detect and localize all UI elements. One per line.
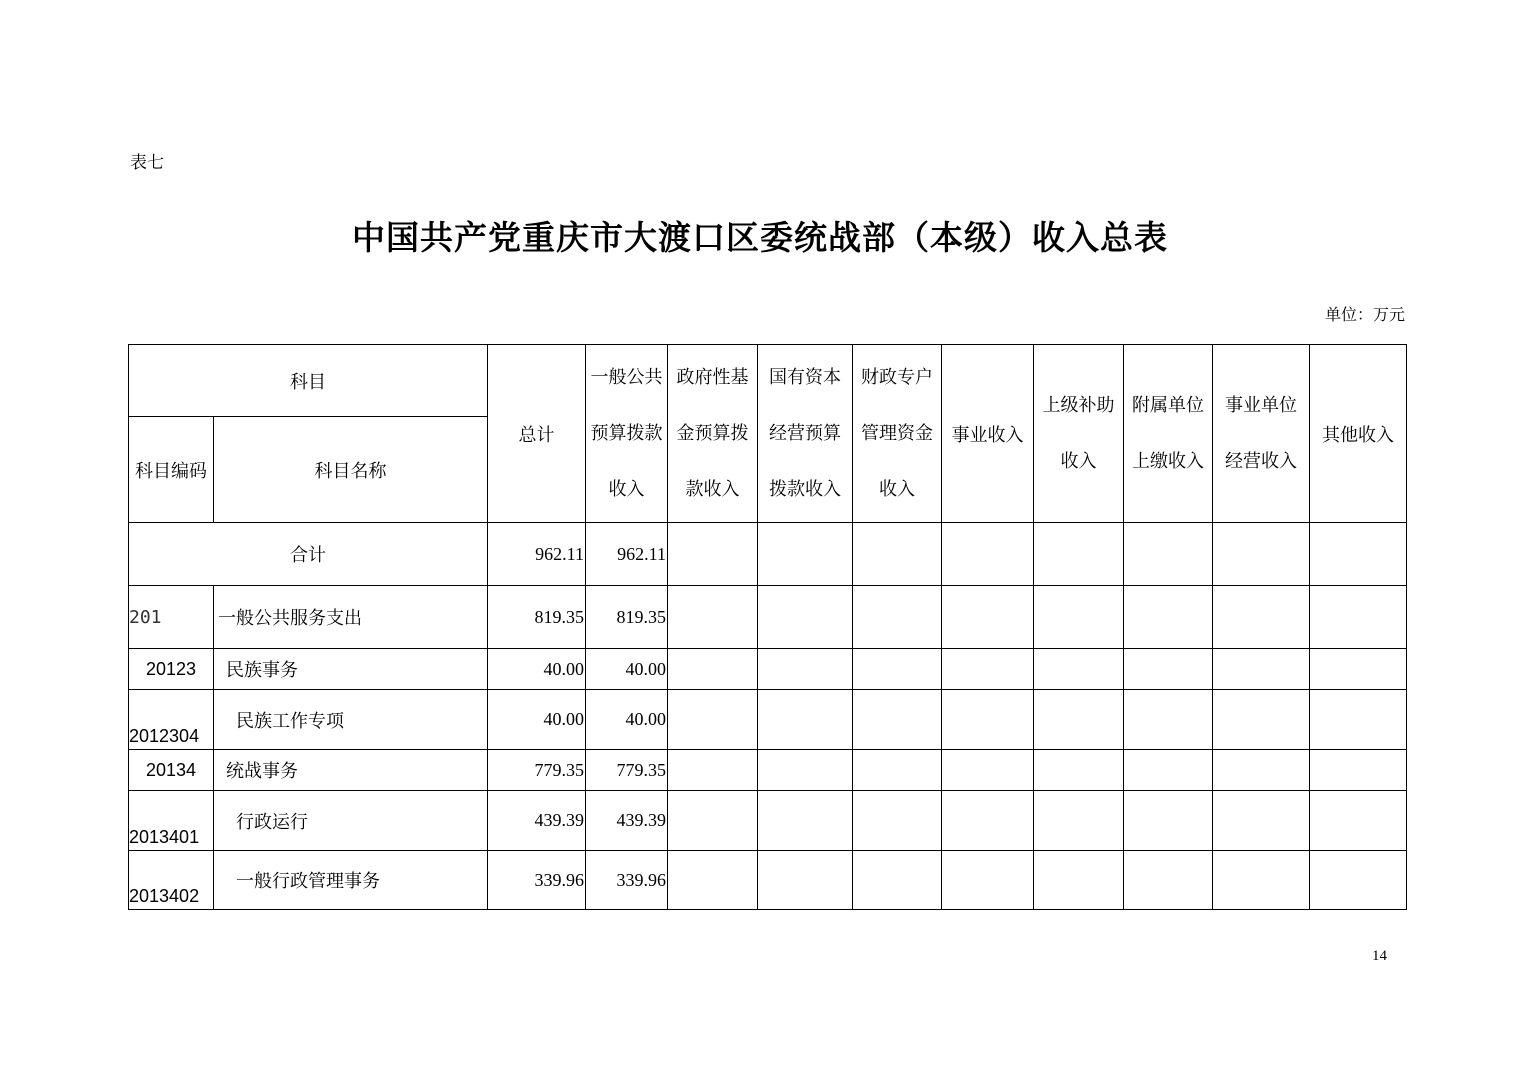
total-row bbox=[129, 523, 1407, 586]
row-total: 439.39 bbox=[488, 791, 586, 851]
subject-name: 行政运行 bbox=[214, 791, 488, 851]
header-subject: 科目 bbox=[129, 345, 488, 417]
header-state-capital: 国有资本 经营预算 拨款收入 bbox=[758, 345, 853, 523]
income-summary-table bbox=[128, 344, 1407, 910]
table-row bbox=[129, 791, 1407, 851]
total-label: 合计 bbox=[129, 523, 488, 586]
header-affiliated-unit: 附属单位 上缴收入 bbox=[1124, 345, 1213, 523]
table-row bbox=[129, 851, 1407, 910]
header-other-income: 其他收入 bbox=[1310, 345, 1407, 523]
table-row bbox=[129, 649, 1407, 690]
unit-label: 单位：万元 bbox=[1324, 305, 1405, 324]
row-total: 40.00 bbox=[488, 649, 586, 690]
header-subject-name: 科目名称 bbox=[214, 417, 488, 523]
subject-name: 一般公共服务支出 bbox=[214, 586, 488, 649]
header-row-1 bbox=[129, 345, 1407, 417]
row-general-budget: 339.96 bbox=[586, 851, 668, 910]
subject-name: 一般行政管理事务 bbox=[214, 851, 488, 910]
subject-code: 20123 bbox=[129, 649, 214, 690]
subject-name: 统战事务 bbox=[214, 750, 488, 791]
header-general-budget: 一般公共 预算拨款 收入 bbox=[586, 345, 668, 523]
row-general-budget: 40.00 bbox=[586, 649, 668, 690]
header-subject-code: 科目编码 bbox=[129, 417, 214, 523]
page-number: 14 bbox=[1372, 948, 1387, 964]
total-amount: 962.11 bbox=[488, 523, 586, 586]
subject-name: 民族工作专项 bbox=[214, 690, 488, 750]
subject-code: 2013402 bbox=[129, 851, 214, 910]
subject-code: 2012304 bbox=[129, 690, 214, 750]
total-general-budget: 962.11 bbox=[586, 523, 668, 586]
document-title: 中国共产党重庆市大渡口区委统战部（本级）收入总表 bbox=[352, 218, 1168, 257]
row-total: 339.96 bbox=[488, 851, 586, 910]
header-business-unit: 事业单位 经营收入 bbox=[1213, 345, 1310, 523]
subject-code: 20134 bbox=[129, 750, 214, 791]
header-gov-fund: 政府性基 金预算拨 款收入 bbox=[668, 345, 758, 523]
row-general-budget: 779.35 bbox=[586, 750, 668, 791]
table-label: 表七 bbox=[130, 153, 164, 173]
row-total: 779.35 bbox=[488, 750, 586, 791]
row-general-budget: 40.00 bbox=[586, 690, 668, 750]
subject-name: 民族事务 bbox=[214, 649, 488, 690]
header-fiscal-special: 财政专户 管理资金 收入 bbox=[853, 345, 942, 523]
table-row bbox=[129, 750, 1407, 791]
row-general-budget: 439.39 bbox=[586, 791, 668, 851]
row-total: 40.00 bbox=[488, 690, 586, 750]
subject-code: 201 bbox=[129, 586, 214, 649]
table-row bbox=[129, 690, 1407, 750]
subject-code: 2013401 bbox=[129, 791, 214, 851]
row-total: 819.35 bbox=[488, 586, 586, 649]
header-business-income: 事业收入 bbox=[942, 345, 1034, 523]
header-superior-subsidy: 上级补助 收入 bbox=[1034, 345, 1124, 523]
table-row bbox=[129, 586, 1407, 649]
row-general-budget: 819.35 bbox=[586, 586, 668, 649]
header-total: 总计 bbox=[488, 345, 586, 523]
